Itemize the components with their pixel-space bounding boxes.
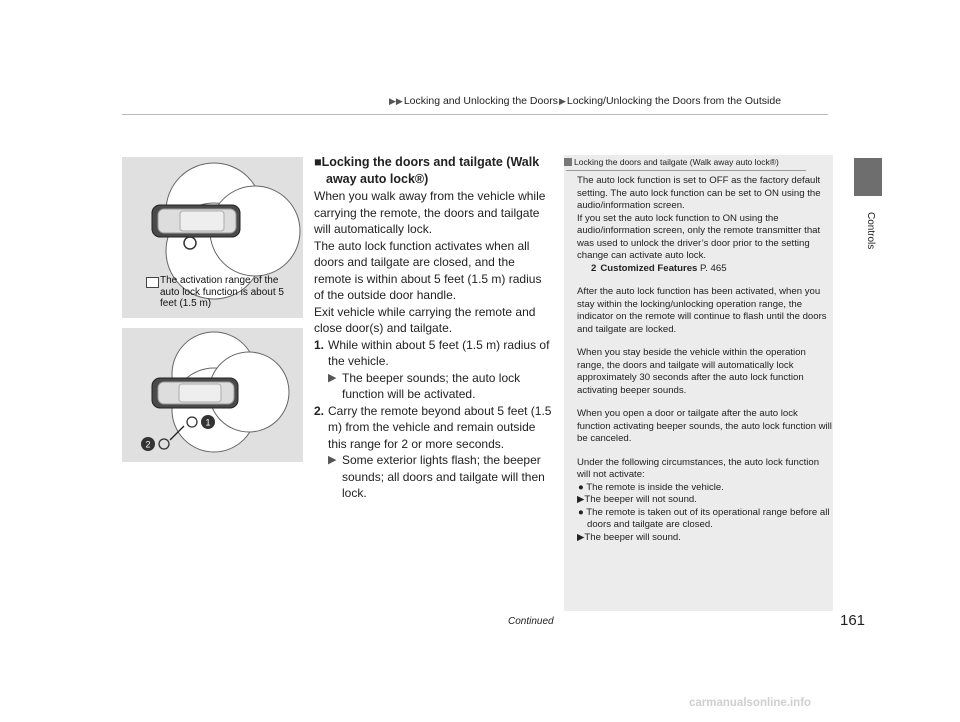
note-heading: Locking the doors and tailgate (Walk away auto lock®) (564, 157, 833, 167)
note-paragraph: When you open a door or tailgate after the auto lock function activating beeper sounds, the auto lock function will be canceled. (577, 408, 832, 444)
remote-icon (159, 439, 169, 449)
bullet-result: ▶The beeper will sound. (577, 531, 681, 543)
result-arrow-icon: ▶ (328, 371, 337, 384)
step-2 (314, 403, 554, 453)
section-label: Controls (865, 212, 876, 250)
note-divider (566, 170, 806, 171)
section-heading: ■Locking the doors and tailgate (Walk away auto lock®) (314, 155, 540, 186)
watermark: carmanualsonline.info (689, 697, 812, 709)
section-tab (854, 158, 882, 196)
step-number: 1. (314, 337, 325, 352)
bullet-item: ● The remote is taken out of its operational range before all doors and tailgate are closed. (578, 506, 830, 530)
step-2-result (314, 452, 554, 502)
step-text: While within about 5 feet (1.5 m) radius of the vehicle. (328, 337, 550, 368)
result-text: The beeper sounds; the auto lock function will be activated. (342, 370, 521, 401)
reference-page: P. 465 (700, 262, 727, 274)
cross-reference[interactable] (577, 263, 833, 276)
paragraph-3: Exit vehicle while carrying the remote and close door(s) and tailgate. (314, 304, 536, 335)
caption-marker-icon (146, 277, 159, 288)
reference-title: Customized Features (600, 262, 698, 274)
paragraph-2: The auto lock function activates when all doors and tailgate are closed, and the remote is within about 5 feet (1.5 m) radius of the outside door handle. (314, 238, 542, 302)
figure-activation-range (122, 157, 303, 318)
breadcrumb-part-1: Locking and Unlocking the Doors (403, 95, 558, 107)
vehicle-walk-away-diagram (122, 328, 303, 462)
step-number: 2. (314, 403, 325, 418)
page-number: 161 (840, 612, 866, 629)
breadcrumb (388, 95, 781, 107)
note-paragraph: After the auto lock function has been activated, when you stay within the locking/unlocking operation range, the indicator on the remote will continue to flash until the doors and tailgate are locked. (577, 286, 827, 335)
note-paragraph: Under the following circumstances, the auto lock function will not activate: (577, 456, 820, 480)
continued-label: Continued (508, 616, 554, 627)
note-paragraph: The auto lock function is set to OFF as the factory default setting. The auto lock function can be set to ON using the audio/information screen. (577, 175, 821, 211)
note-marker-icon (564, 158, 572, 166)
breadcrumb-arrow-icon: ▶ (558, 96, 566, 106)
breadcrumb-arrow-icon: ▶▶ (389, 96, 403, 106)
note-paragraph: If you set the auto lock function to ON using the audio/information screen, only the remote transmitter that was used to unlock the driver’s door prior to the setting change can activate auto lock. (577, 212, 821, 261)
step-1 (314, 337, 554, 370)
result-arrow-icon: ▶ (577, 494, 585, 505)
bullet-item: ● The remote is inside the vehicle. (578, 481, 724, 493)
step-1-result (314, 370, 554, 403)
bullet-result: ▶The beeper will not sound. (577, 494, 697, 505)
header-divider (122, 114, 828, 115)
result-arrow-icon: ▶ (328, 454, 337, 466)
callout-2: 2 (145, 439, 151, 450)
side-note (564, 155, 833, 611)
callout-1: 1 (205, 417, 211, 428)
step-text: Carry the remote beyond about 5 feet (1.5 m) from the vehicle and remain outside this range for 2 or more seconds. (328, 403, 552, 451)
result-arrow-icon: ▶ (577, 531, 585, 543)
note-body (577, 175, 833, 544)
main-content (314, 154, 554, 502)
figure-walk-away (122, 328, 303, 462)
note-paragraph: When you stay beside the vehicle within the operation range, the doors and tailgate will automatically lock approximately 30 seconds after the auto lock function activating beeper sounds. (577, 347, 806, 396)
result-text: Some exterior lights flash; the beeper sounds; all doors and tailgate will then lock. (342, 453, 545, 500)
figure-caption: The activation range of the auto lock function is about 5 feet (1.5 m) (160, 275, 284, 309)
breadcrumb-part-2: Locking/Unlocking the Doors from the Outside (566, 95, 782, 107)
reference-icon: 2 (591, 262, 597, 274)
intro-text: When you walk away from the vehicle while carrying the remote, the doors and tailgate will automatically lock. (314, 189, 546, 236)
